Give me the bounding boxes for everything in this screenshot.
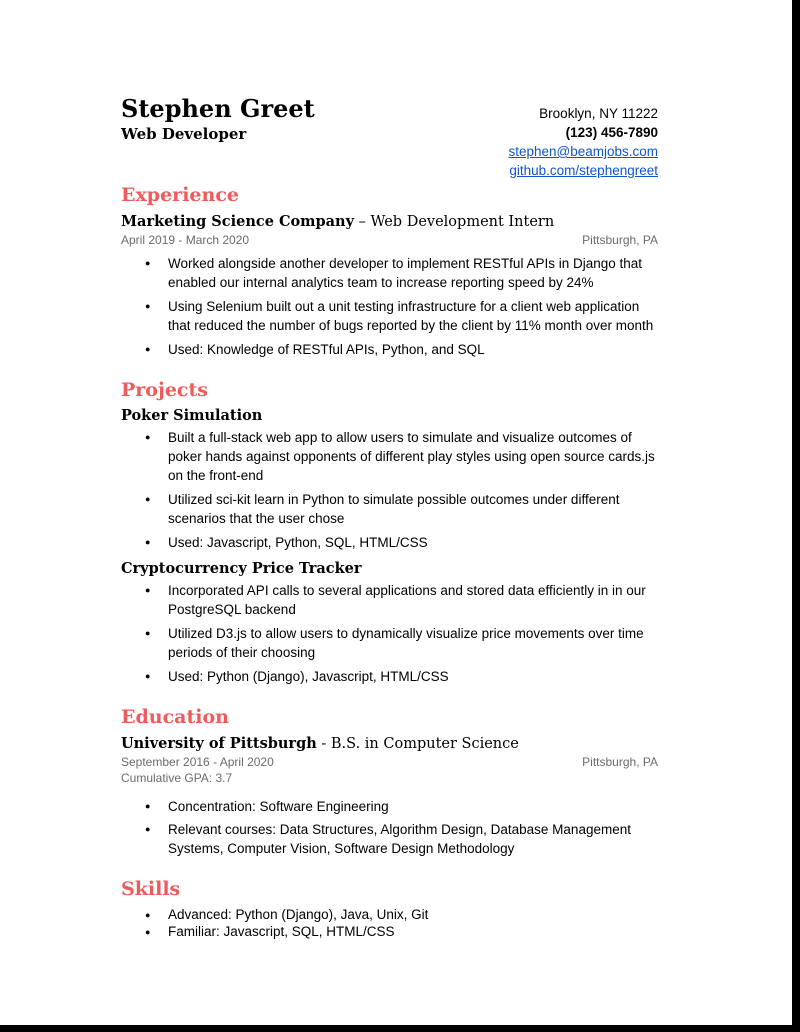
- projects-heading: Projects: [121, 379, 208, 401]
- education-section: [121, 704, 658, 858]
- project-title: Cryptocurrency Price Tracker: [121, 560, 362, 577]
- list-item: ● Worked alongside another developer to implement RESTful APIs in Django that enabled our internal analytics team to increase reporting speed by 24%: [168, 254, 658, 292]
- contact-phone: (123) 456-7890: [565, 125, 658, 140]
- skills-bullets: [121, 906, 658, 940]
- list-item: ● Using Selenium built out a unit testing infrastructure for a client web application that reduced the number of bugs reported by the client by 11% month over month: [168, 297, 658, 335]
- experience-entry-header: [121, 212, 658, 232]
- project-title: Poker Simulation: [121, 407, 263, 424]
- experience-separator: –: [354, 214, 371, 230]
- candidate-name: Stephen Greet: [121, 94, 315, 123]
- education-school: University of Pittsburgh: [121, 735, 317, 752]
- list-item: ● Used: Javascript, Python, SQL, HTML/CSS: [168, 533, 658, 552]
- list-item: ● Used: Knowledge of RESTful APIs, Python, and SQL: [168, 340, 658, 359]
- candidate-title: Web Developer: [121, 125, 247, 143]
- list-item: ● Familiar: Javascript, SQL, HTML/CSS: [168, 923, 658, 940]
- experience-company: Marketing Science Company: [121, 213, 355, 230]
- contact-location: Brooklyn, NY 11222: [539, 106, 658, 121]
- education-meta: [121, 754, 658, 770]
- list-item: ● Relevant courses: Data Structures, Algorithm Design, Database Management Systems, Computer Vision, Software Design Methodology: [168, 820, 658, 858]
- education-bullets: [121, 797, 658, 858]
- skills-heading: Skills: [121, 878, 181, 900]
- skills-section: [121, 876, 658, 940]
- list-item: ● Utilized D3.js to allow users to dynamically visualize price movements over time periods of their choosing: [168, 624, 658, 662]
- experience-section: [121, 182, 658, 359]
- projects-section: [121, 377, 658, 686]
- education-separator: -: [316, 736, 331, 752]
- education-heading: Education: [121, 706, 229, 728]
- resume-content: [121, 94, 658, 940]
- education-location: Pittsburgh, PA: [582, 755, 658, 769]
- list-item: ● Used: Python (Django), Javascript, HTML/CSS: [168, 667, 658, 686]
- list-item: ● Concentration: Software Engineering: [168, 797, 658, 816]
- contact-email-link[interactable]: stephen@beamjobs.com: [508, 144, 658, 159]
- resume-header: [121, 94, 658, 182]
- project-bullets: [121, 428, 658, 552]
- project-bullets: [121, 581, 658, 686]
- contact-block: [508, 104, 658, 180]
- experience-position: Web Development Intern: [370, 214, 555, 230]
- contact-github-link[interactable]: github.com/stephengreet: [509, 163, 658, 178]
- education-gpa: Cumulative GPA: 3.7: [121, 771, 233, 785]
- experience-bullets: [121, 254, 658, 359]
- experience-dates: April 2019 - March 2020: [121, 233, 250, 247]
- education-degree: B.S. in Computer Science: [330, 736, 519, 752]
- experience-meta: [121, 232, 658, 248]
- list-item: ● Utilized sci-kit learn in Python to simulate possible outcomes under different scenarios that the user chose: [168, 490, 658, 528]
- education-dates: September 2016 - April 2020: [121, 755, 274, 769]
- list-item: ● Incorporated API calls to several applications and stored data efficiently in in our PostgreSQL backend: [168, 581, 658, 619]
- experience-location: Pittsburgh, PA: [582, 233, 658, 247]
- experience-heading: Experience: [121, 184, 239, 206]
- list-item: ● Built a full-stack web app to allow users to simulate and visualize outcomes of poker hands against opponents of different play styles using open source cards.js on the front-end: [168, 428, 658, 485]
- education-entry-header: [121, 734, 658, 754]
- list-item: ● Advanced: Python (Django), Java, Unix, Git: [168, 906, 658, 923]
